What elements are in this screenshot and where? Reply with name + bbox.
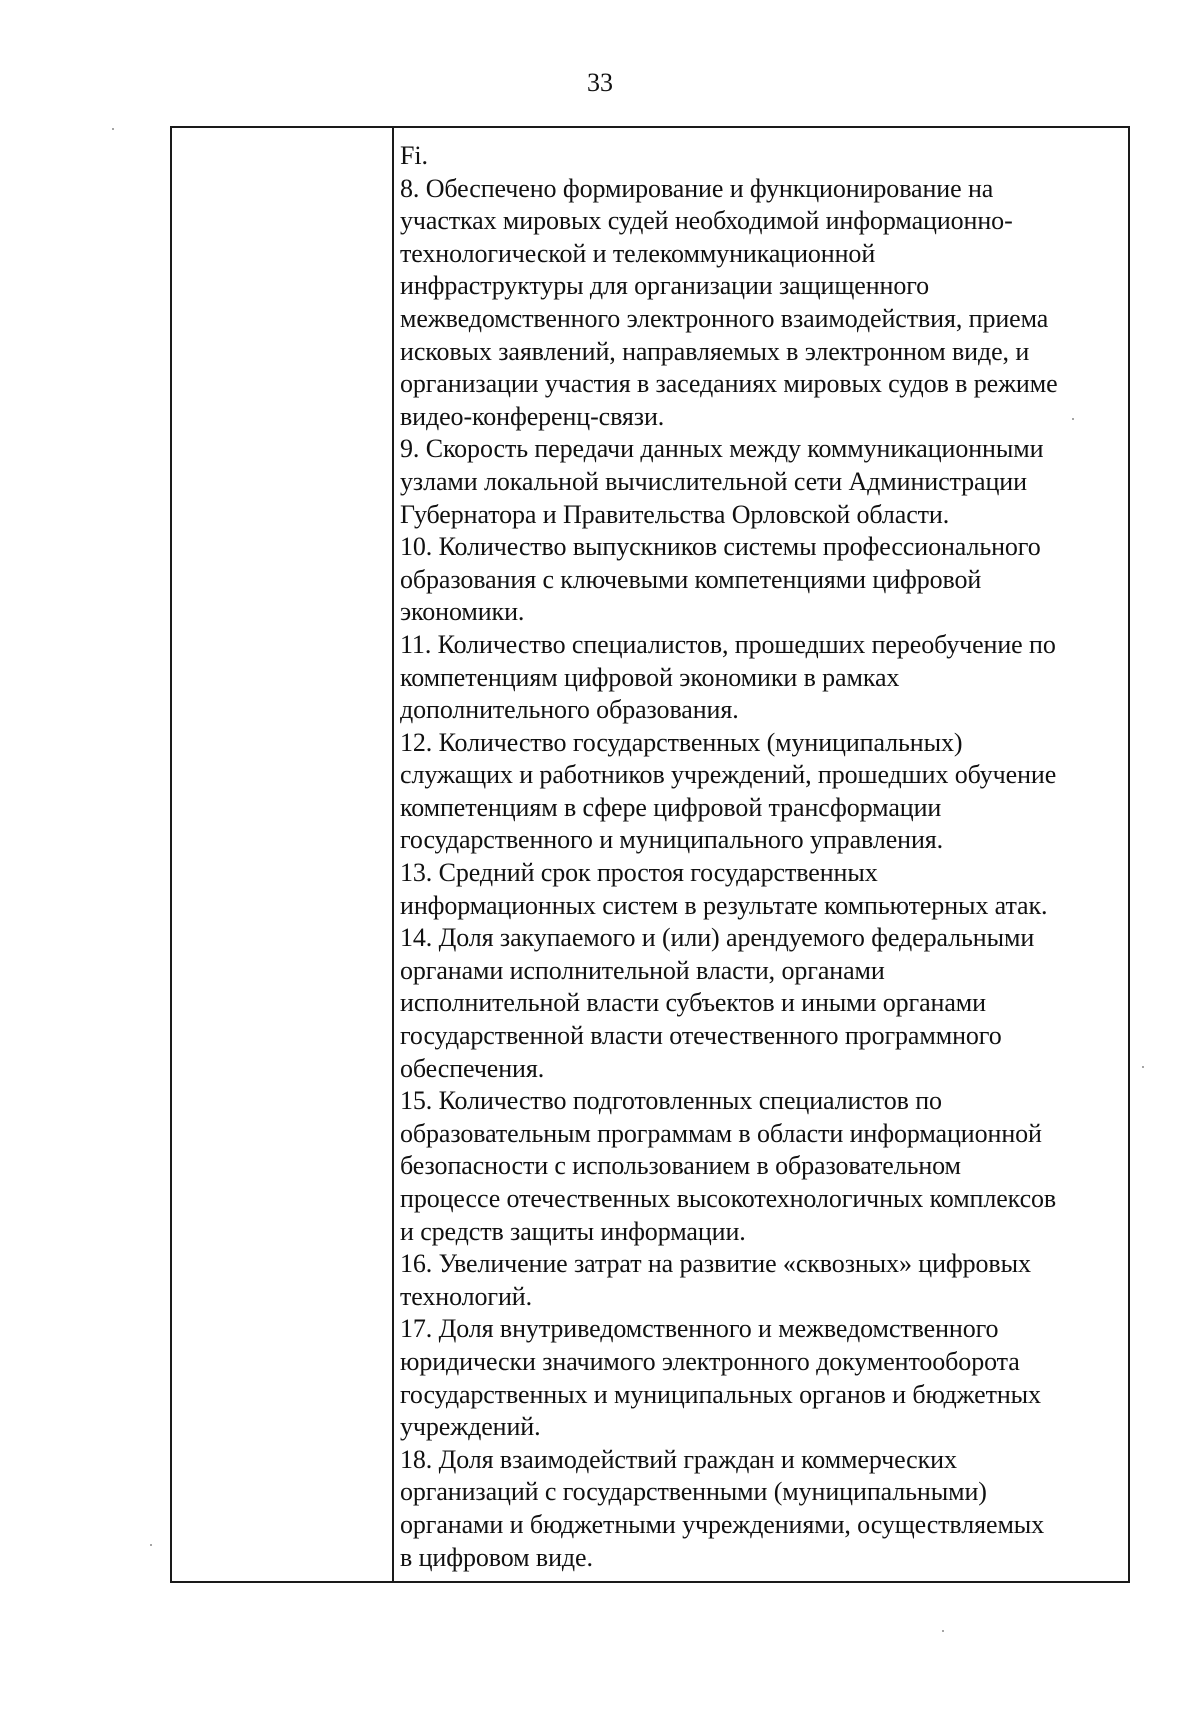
- table-left-cell: [172, 128, 394, 1581]
- text-line: юридически значимого электронного документооборота: [400, 1346, 1020, 1376]
- text-line: исковых заявлений, направляемых в электронном виде, и: [400, 336, 1030, 366]
- text-line: органами и бюджетными учреждениями, осуществляемых: [400, 1509, 1045, 1539]
- text-line: 16. Увеличение затрат на развитие «сквозных» цифровых: [400, 1249, 1031, 1279]
- text-line: учреждений.: [400, 1412, 541, 1442]
- text-line: инфраструктуры для организации защищенного: [400, 271, 930, 301]
- text-line: исполнительной власти субъектов и иными органами: [400, 988, 986, 1018]
- text-line: образовательным программам в области информационной: [400, 1118, 1042, 1148]
- text-line: 8. Обеспечено формирование и функционирование на: [400, 173, 994, 203]
- text-line: и средств защиты информации.: [400, 1216, 746, 1246]
- document-table: [170, 126, 1130, 1583]
- scan-speck: [1072, 418, 1074, 420]
- text-line: 10. Количество выпускников системы профессионального: [400, 532, 1041, 562]
- text-line: участках мировых судей необходимой информационно-: [400, 206, 1013, 236]
- text-line: безопасности с использованием в образовательном: [400, 1151, 961, 1181]
- text-line: 11. Количество специалистов, прошедших переобучение по: [400, 629, 1056, 659]
- text-line: образования с ключевыми компетенциями цифровой: [400, 564, 982, 594]
- text-line: Губернатора и Правительства Орловской области.: [400, 499, 950, 529]
- text-line: в цифровом виде.: [400, 1542, 593, 1572]
- text-line: экономики.: [400, 597, 525, 627]
- text-line: 13. Средний срок простоя государственных: [400, 858, 878, 888]
- scan-speck: [942, 1630, 944, 1632]
- text-line: Fi.: [400, 141, 428, 170]
- text-line: 15. Количество подготовленных специалистов по: [400, 1086, 942, 1116]
- text-line: государственной власти отечественного программного: [400, 1021, 1002, 1051]
- text-line: информационных систем в результате компьютерных атак.: [400, 890, 1048, 920]
- text-line: видео-конференц-связи.: [400, 401, 665, 431]
- text-line: компетенциям цифровой экономики в рамках: [400, 662, 900, 692]
- page-number: 33: [587, 68, 613, 97]
- table-right-cell: [394, 128, 1128, 1581]
- text-line: организаций с государственными (муниципальными): [400, 1477, 987, 1507]
- text-line: узлами локальной вычислительной сети Администрации: [400, 466, 1027, 496]
- text-line: организации участия в заседаниях мировых судов в режиме: [400, 369, 1058, 399]
- text-line: государственного и муниципального управления.: [400, 825, 944, 855]
- text-line: обеспечения.: [400, 1053, 545, 1083]
- text-line: процессе отечественных высокотехнологичных комплексов: [400, 1184, 1057, 1213]
- text-line: технологической и телекоммуникационной: [400, 238, 876, 268]
- scan-speck: [112, 128, 114, 130]
- text-line: 12. Количество государственных (муниципальных): [400, 727, 963, 757]
- scan-speck: [1142, 1066, 1144, 1068]
- scan-speck: [150, 1544, 152, 1546]
- text-line: компетенциям в сфере цифровой трансформации: [400, 792, 942, 822]
- text-line: 18. Доля взаимодействий граждан и коммерческих: [400, 1444, 957, 1474]
- text-line: служащих и работников учреждений, прошедших обучение: [400, 760, 1057, 790]
- text-line: технологий.: [400, 1281, 532, 1311]
- text-line: органами исполнительной власти, органами: [400, 955, 885, 985]
- text-line: 9. Скорость передачи данных между коммуникационными: [400, 434, 1044, 464]
- text-line: межведомственного электронного взаимодействия, приема: [400, 303, 1049, 333]
- text-line: государственных и муниципальных органов и бюджетных: [400, 1379, 1041, 1409]
- text-line: 17. Доля внутриведомственного и межведомственного: [400, 1314, 999, 1344]
- text-line: 14. Доля закупаемого и (или) арендуемого федеральными: [400, 923, 1035, 953]
- text-line: дополнительного образования.: [400, 695, 739, 725]
